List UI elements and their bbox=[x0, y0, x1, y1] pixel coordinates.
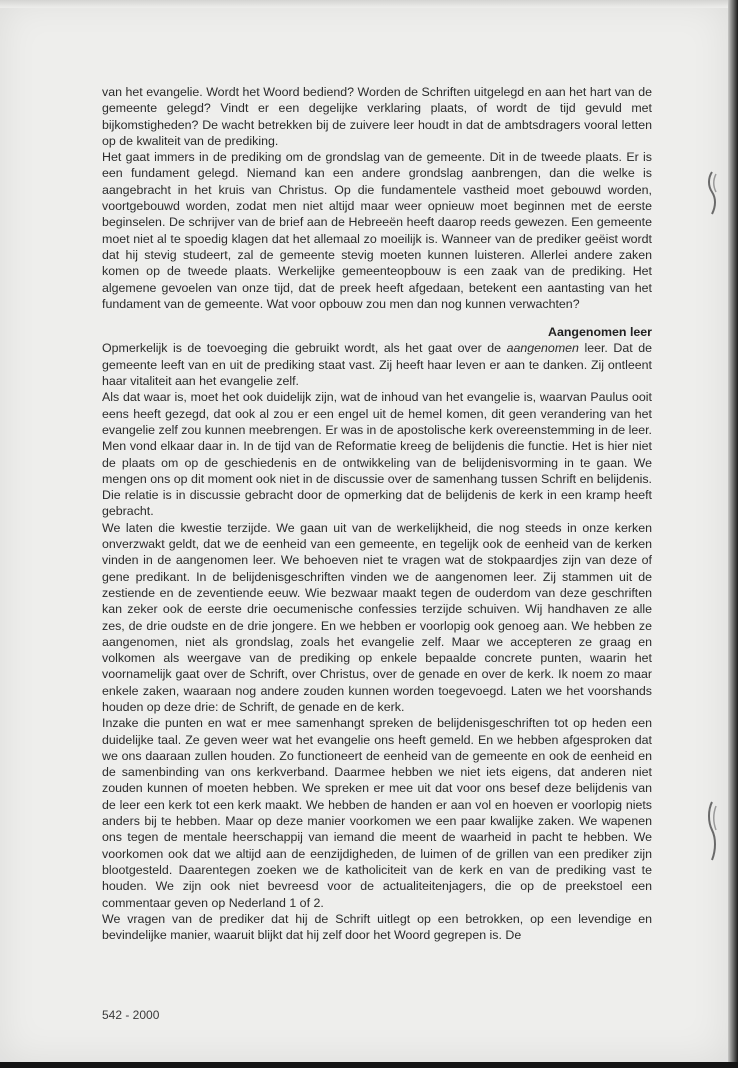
scan-border-right bbox=[728, 0, 738, 1068]
paragraph: van het evangelie. Wordt het Woord bediend? Worden de Schriften uitgelegd en aan het hart van de gemeente gelegd? Vindt er een degelijke verklaring plaats, of wordt de tijd gevuld met bijkomstigheden? De wacht betrekken bij de zuivere leer houdt in dat de ambtsdragers vooral letten op de kwaliteit van de prediking. bbox=[102, 85, 652, 148]
binder-clip-icon bbox=[706, 170, 722, 216]
binder-clip-icon bbox=[706, 800, 722, 862]
paragraph: We vragen van de prediker dat hij de Schrift uitlegt op een betrokken, op een levendige en bevindelijke manier, waaruit blijkt dat hij zelf door het Woord gegrepen is. De bbox=[102, 911, 652, 943]
section-heading: Aangenomen leer bbox=[548, 325, 652, 340]
italic-term: aangenomen bbox=[506, 341, 579, 356]
paragraph: Als dat waar is, moet het ook duidelijk zijn, wat de inhoud van het evangelie is, waarvan Paulus ooit eens heeft gezegd, dat ook al zou er een engel uit de hemel komen, dit geen verandering van het evangelie zelf zou kunnen meebrengen. Er was in de apostolische kerk overeenstemming in de leer. Men vond elkaar daar in. In de tijd van de Reformatie kreeg de belijdenis die functie. Het is hier niet de plaats om op de geschiedenis en de ontwikkeling van de belijdenisvorming in te gaan. We mengen ons op dit moment ook niet in de discussie over de samenhang tussen Schrift en belijdenis. Die relatie is in discussie gebracht door de opmerking dat de belijdenis de kerk in een kramp heeft gebracht. bbox=[102, 390, 652, 519]
scan-border-bottom bbox=[0, 1062, 738, 1068]
text-run: leer. Dat de gemeente leeft van en uit de prediking staat vast. Zij heeft haar leven er aan te danken. Zij ontleent haar vitaliteit aan het evangelie zelf. bbox=[102, 341, 653, 389]
text-run: Opmerkelijk is de toevoeging die gebruikt wordt, als het gaat over de bbox=[102, 341, 507, 356]
paragraph: We laten die kwestie terzijde. We gaan uit van de werkelijkheid, die nog steeds in onze kerken onverzwakt geldt, dat we de eenheid van een gemeente, en tegelijk ook de eenheid van de kerken vinden in de aangenomen leer. We behoeven niet te vragen wat de stokpaardjes zijn van deze of gene predikant. In de belijdenisgeschriften vinden we de aangenomen leer. Zij stammen uit de zestiende en de zeventiende eeuw. Wie bezwaar maakt tegen de ouderdom van deze geschriften kan zeker ook de eerste drie oecumenische confessies terzijde schuiven. Wij handhaven ze alle zes, de drie oudste en de drie jongere. En we hebben er voorlopig ook genoeg aan. We hebben ze aangenomen, niet als grondslag, zoals het evangelie zelf. Maar we accepteren ze graag en volkomen als weergave van de prediking op enkele bepaalde concrete punten, waarin het voornamelijk gaat over de Schrift, over Christus, over de genade en over de kerk. Ik noem zo maar enkele zaken, waaraan nog andere zouden kunnen worden toegevoegd. Laten we het voorshands houden op deze drie: de Schrift, de genade en de kerk. bbox=[102, 520, 652, 714]
paragraph: Het gaat immers in de prediking om de grondslag van de gemeente. Dit in de tweede plaats. Er is een fundament gelegd. Niemand kan een andere grondslag aanbrengen, dan die welke is aangebracht in het kruis van Christus. Op die fundamentele vastheid moet gebouwd worden, voortgebouwd worden, zodat men niet altijd maar weer opnieuw moet beginnen met de eerste beginselen. De schrijver van de brief aan de Hebreeën heeft daarop reeds gewezen. Een gemeente moet niet al te spoedig klagen dat het allemaal zo moeilijk is. Wanneer van de prediker geëist wordt dat hij stevig studeert, zal de gemeente stevig moeten kunnen luisteren. Allerlei andere zaken komen op de tweede plaats. Werkelijke gemeenteopbouw is een zaak van de prediking. Het algemene gevoelen van onze tijd, dat de preek heeft afgedaan, betekent een aantasting van het fundament van de gemeente. Wat voor opbouw zou men dan nog kunnen verwachten? bbox=[102, 150, 652, 311]
paragraph bbox=[102, 340, 652, 389]
article-body bbox=[102, 84, 652, 943]
paragraph: Inzake die punten en wat er mee samenhangt spreken de belijdenisgeschriften tot op heden een duidelijke taal. Ze geven weer wat het evangelie ons heeft gemeld. En we hebben afgesproken dat we ons daaraan zullen houden. Zo functioneert de eenheid van de gemeente en ook de eenheid en de samenbinding van ons kerkverband. Daarmee hebben we niet iets eigens, dat anderen niet zouden kunnen of moeten hebben. We spreken er mee uit dat voor ons besef deze belijdenis van de leer een kerk tot een kerk maakt. We hebben de handen er aan vol en hoeven er voorlopig niets anders bij te hebben. Maar op deze manier voorkomen we een paar kwalijke zaken. We wapenen ons tegen de mentale heerschappij van iemand die meent de waarheid in pacht te hebben. We voorkomen ook dat we altijd aan de eenzijdigheden, de luimen of de grillen van een prediker zijn blootgesteld. Daarentegen zoeken we de katholiciteit van de kerk en van de prediking vast te houden. We zijn ook niet bevreesd voor de actualiteitenjagers, die op de preekstoel een commentaar geven op Nederland 1 of 2. bbox=[102, 716, 652, 910]
page-number: 542 - 2000 bbox=[102, 1008, 160, 1022]
scan-shadow bbox=[0, 0, 728, 8]
